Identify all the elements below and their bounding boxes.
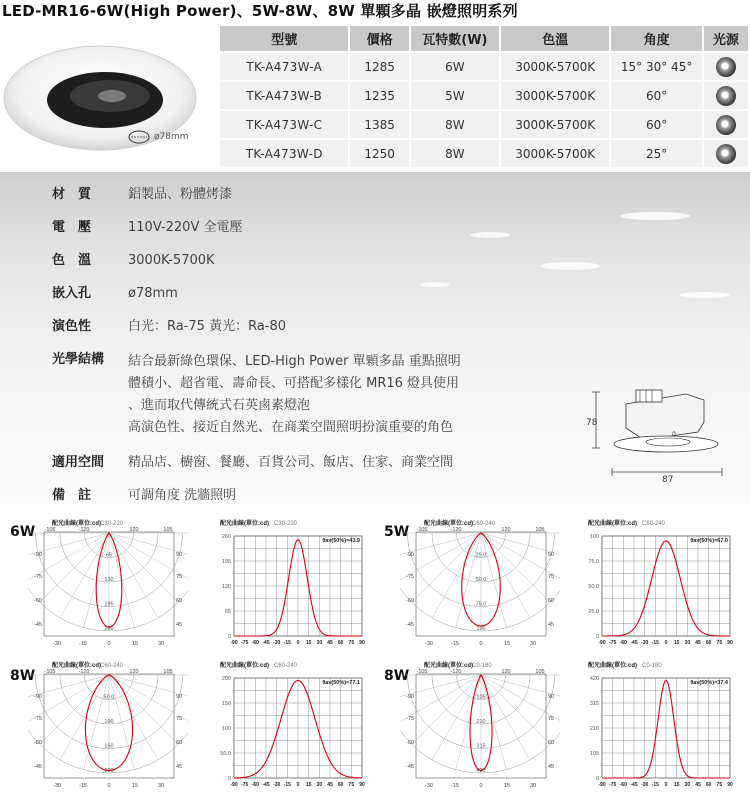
- dim-arrow-label: 0: [672, 431, 676, 438]
- spec-value: 110V-220V 全電壓: [128, 220, 243, 235]
- chart-caption: 配光曲線(單位:cd): [588, 663, 637, 669]
- spec-value: 白光：Ra-75 黃光：Ra-80: [128, 319, 287, 334]
- cell-cct: 3000K-5700K: [501, 111, 609, 138]
- table-row: [220, 111, 748, 138]
- polar-side-label: 90: [548, 694, 555, 700]
- candela-plot-svg: [580, 660, 740, 794]
- candela-chart: [580, 660, 740, 794]
- polar-ring-label: 150: [104, 743, 114, 750]
- spec-list: [52, 186, 552, 505]
- x-tick-label: -45: [262, 782, 270, 788]
- cell-watt: 8W: [411, 111, 499, 138]
- optics-line: 體積小、超省電、壽命長、可搭配多樣化 MR16 燈具使用: [128, 376, 460, 391]
- polar-plot-svg: [28, 660, 188, 794]
- polar-bottom-label: -30: [425, 641, 433, 647]
- polar-bottom-label: -30: [53, 783, 61, 789]
- led-bulb-icon: [716, 86, 736, 106]
- polar-ring-label: 420: [476, 768, 486, 774]
- header-source: 光源: [704, 26, 748, 51]
- x-tick-label: -75: [609, 782, 617, 788]
- polar-ring-label: 195: [104, 601, 114, 608]
- chart-caption: 配光曲線(單位:cd): [52, 663, 101, 669]
- x-tick-label: -15: [651, 640, 659, 646]
- spec-label: 光學結構: [52, 352, 105, 367]
- x-tick-label: 15: [305, 640, 312, 646]
- y-tick-label: 200: [221, 676, 231, 682]
- polar-side-label: 45: [176, 622, 183, 628]
- polar-side-label: -60: [34, 740, 42, 746]
- x-tick-label: 75: [716, 782, 723, 788]
- header-watt: 瓦特數(W): [411, 26, 499, 51]
- chart-code: C30-210: [100, 521, 124, 527]
- polar-top-label: 105: [535, 527, 545, 533]
- cell-source: [704, 140, 748, 167]
- x-tick-label: -15: [651, 782, 659, 788]
- x-tick-label: -75: [241, 640, 249, 646]
- dim-height: 78: [586, 418, 598, 428]
- x-tick-label: -15: [283, 640, 291, 646]
- spec-label: 電 壓: [52, 220, 92, 235]
- cell-cct: 3000K-5700K: [501, 82, 609, 109]
- cell-price: 1385: [350, 111, 408, 138]
- polar-ring-label: 210: [476, 719, 486, 725]
- y-tick-label: 100: [221, 726, 231, 732]
- chart-code: C30-210: [274, 521, 298, 527]
- polar-top-label: -120: [78, 527, 90, 533]
- polar-plot-svg: [400, 518, 560, 652]
- cell-angle: 60°: [611, 111, 701, 138]
- polar-side-label: -90: [34, 694, 42, 700]
- polar-bottom-label: 15: [503, 783, 511, 789]
- x-tick-label: -45: [630, 782, 638, 788]
- chart-code: C0-180: [472, 663, 492, 669]
- table-row: [220, 140, 748, 167]
- cell-model: TK-A473W-B: [220, 82, 348, 109]
- table-header-row: [220, 26, 748, 51]
- polar-bottom-label: 30: [157, 641, 165, 647]
- cell-model: TK-A473W-A: [220, 53, 348, 80]
- eav-label: θav(50%)=67.0: [690, 538, 728, 544]
- polar-side-label: 45: [548, 764, 555, 770]
- cell-model: TK-A473W-D: [220, 140, 348, 167]
- polar-ring-label: 100: [104, 719, 114, 725]
- x-tick-label: 90: [359, 782, 365, 788]
- polar-side-label: 90: [176, 552, 183, 558]
- x-tick-label: 60: [705, 782, 712, 788]
- polar-plot-svg: [400, 660, 560, 794]
- cell-watt: 5W: [411, 82, 499, 109]
- polar-side-label: 75: [548, 716, 555, 722]
- polar-chart: [400, 660, 560, 794]
- cell-angle: 25°: [611, 140, 701, 167]
- y-tick-label: 195: [221, 559, 231, 565]
- polar-bottom-label: 30: [157, 783, 165, 789]
- polar-bottom-label: -15: [451, 641, 459, 647]
- polar-top-label: 120: [129, 669, 139, 675]
- polar-top-label: 105: [535, 669, 545, 675]
- header-price: 價格: [350, 26, 408, 51]
- x-tick-label: 75: [348, 640, 355, 646]
- polar-ring-label: 75.0: [475, 601, 487, 608]
- optics-line: 結合最新綠色環保、LED-High Power 單顆多晶 重點照明: [128, 354, 461, 369]
- cell-price: 1235: [350, 82, 408, 109]
- polar-bottom-label: 15: [131, 641, 139, 647]
- optics-line: 高演色性、接近自然光、在商業空間照明扮演重要的角色: [128, 420, 454, 435]
- y-tick-label: 75.0: [588, 559, 599, 565]
- dim-width: 87: [662, 475, 674, 485]
- chart-caption: 配光曲線(單位:cd): [424, 521, 473, 527]
- chart-caption: 配光曲線(單位:cd): [220, 663, 269, 669]
- candela-chart: [212, 518, 372, 652]
- x-tick-label: 90: [727, 640, 733, 646]
- polar-side-label: 60: [548, 598, 555, 604]
- header-angle: 角度: [611, 26, 701, 51]
- x-tick-label: -30: [273, 640, 281, 646]
- x-tick-label: 30: [316, 782, 323, 788]
- polar-side-label: 60: [176, 740, 183, 746]
- x-tick-label: -90: [230, 640, 238, 646]
- polar-bottom-label: 30: [529, 641, 537, 647]
- y-tick-label: 50.0: [588, 584, 599, 590]
- chart-watt-label: 5W: [384, 524, 410, 540]
- spec-value: 鋁製品、粉體烤漆: [128, 187, 233, 202]
- polar-side-label: -45: [34, 764, 42, 770]
- x-tick-label: -60: [251, 782, 259, 788]
- y-tick-label: 260: [221, 534, 231, 540]
- x-tick-label: 30: [316, 640, 323, 646]
- polar-ring-label: 315: [476, 743, 486, 750]
- candela-plot-svg: [212, 660, 372, 794]
- table-row: [220, 82, 748, 109]
- polar-bottom-label: -30: [53, 641, 61, 647]
- y-tick-label: 25.0: [588, 609, 599, 615]
- x-tick-label: -30: [273, 782, 281, 788]
- polar-side-label: -75: [406, 716, 414, 722]
- candela-chart: [212, 660, 372, 794]
- polar-top-label: -105: [416, 669, 428, 675]
- polar-ring-label: 260: [104, 626, 114, 632]
- polar-bottom-label: -30: [425, 783, 433, 789]
- x-tick-label: 15: [305, 782, 312, 788]
- polar-bottom-label: -15: [79, 641, 87, 647]
- cell-price: 1250: [350, 140, 408, 167]
- polar-bottom-label: 0: [107, 641, 111, 647]
- polar-top-label: -105: [416, 527, 428, 533]
- polar-side-label: 75: [176, 716, 183, 722]
- spec-label: 適用空間: [52, 455, 105, 470]
- cell-cct: 3000K-5700K: [501, 140, 609, 167]
- polar-bottom-label: 0: [107, 783, 111, 789]
- polar-bottom-label: -15: [451, 783, 459, 789]
- spec-row-optics: [52, 351, 552, 439]
- polar-ring-label: 200: [104, 768, 114, 774]
- cell-watt: 8W: [411, 140, 499, 167]
- x-tick-label: -90: [598, 782, 606, 788]
- polar-top-label: -105: [44, 527, 56, 533]
- eav-label: θav(50%)=43.9: [322, 538, 360, 544]
- chart-caption: 配光曲線(單位:cd): [220, 521, 269, 527]
- cell-angle: 15° 30° 45°: [611, 53, 701, 80]
- polar-top-label: 120: [129, 527, 139, 533]
- y-tick-label: 0: [595, 634, 599, 640]
- polar-side-label: 45: [176, 764, 183, 770]
- spec-value: 3000K-5700K: [128, 253, 215, 268]
- spec-value: 可調角度 洗牆照明: [128, 488, 237, 503]
- x-tick-label: 45: [327, 782, 333, 788]
- candela-plot-svg: [212, 518, 372, 652]
- x-tick-label: 75: [348, 782, 355, 788]
- x-tick-label: -60: [251, 640, 259, 646]
- spec-row-usage: [52, 454, 552, 472]
- x-tick-label: 60: [337, 640, 344, 646]
- polar-ring-label: 100: [476, 626, 486, 632]
- polar-side-label: -75: [406, 574, 414, 580]
- x-tick-label: 75: [716, 640, 723, 646]
- polar-side-label: -60: [406, 598, 414, 604]
- x-tick-label: -45: [630, 640, 638, 646]
- led-bulb-icon: [716, 144, 736, 164]
- spec-row-note: [52, 487, 552, 505]
- spec-row-material: [52, 186, 552, 204]
- chart-caption: 配光曲線(單位:cd): [424, 663, 473, 669]
- optics-text: [128, 351, 552, 439]
- candela-plot-svg: [580, 518, 740, 652]
- spec-label: 材 質: [52, 187, 92, 202]
- spec-table: [218, 24, 750, 169]
- spec-label: 演色性: [52, 319, 92, 334]
- polar-side-label: -45: [406, 764, 414, 770]
- y-tick-label: 65: [224, 609, 231, 615]
- y-tick-label: 0: [595, 776, 599, 782]
- x-tick-label: -90: [598, 640, 606, 646]
- diameter-label-group: [128, 130, 189, 144]
- x-tick-label: -45: [262, 640, 270, 646]
- polar-ring-label: 130: [104, 577, 114, 583]
- polar-top-label: -120: [450, 527, 462, 533]
- x-tick-label: 45: [695, 782, 701, 788]
- cell-watt: 6W: [411, 53, 499, 80]
- spec-row-cct: [52, 252, 552, 270]
- polar-ring-label: 105: [476, 694, 486, 701]
- y-tick-label: 0: [227, 776, 231, 782]
- cutout-icon: [128, 130, 150, 144]
- polar-side-label: -75: [34, 574, 42, 580]
- polar-side-label: 90: [548, 552, 555, 558]
- polar-side-label: -45: [34, 622, 42, 628]
- spec-value: 精品店、櫥窗、餐廳、百貨公司、飯店、住家、商業空間: [128, 455, 454, 470]
- x-tick-label: -60: [619, 640, 627, 646]
- spec-label: 色 溫: [52, 253, 92, 268]
- cell-model: TK-A473W-C: [220, 111, 348, 138]
- y-tick-label: 315: [589, 701, 599, 707]
- chart-watt-label: 6W: [10, 524, 36, 540]
- x-tick-label: 45: [327, 640, 333, 646]
- polar-ring-label: 65: [105, 552, 113, 559]
- polar-side-label: -60: [34, 598, 42, 604]
- polar-top-label: 120: [501, 527, 511, 533]
- polar-top-label: 120: [501, 669, 511, 675]
- polar-top-label: -105: [44, 669, 56, 675]
- polar-top-label: 105: [163, 669, 173, 675]
- chart-code: C60-240: [100, 663, 124, 669]
- cell-source: [704, 111, 748, 138]
- y-tick-label: 150: [221, 701, 231, 707]
- dimension-drawing: [586, 380, 736, 490]
- cell-price: 1285: [350, 53, 408, 80]
- polar-chart: [400, 518, 560, 652]
- x-tick-label: 30: [684, 640, 691, 646]
- eav-label: θav(50%)=77.1: [322, 680, 360, 686]
- chart-caption: 配光曲線(單位:cd): [588, 521, 637, 527]
- header-cct: 色溫: [501, 26, 609, 51]
- polar-bottom-label: 0: [479, 641, 483, 647]
- x-tick-label: 15: [673, 782, 680, 788]
- x-tick-label: 60: [705, 640, 712, 646]
- cell-angle: 60°: [611, 82, 701, 109]
- x-tick-label: -15: [283, 782, 291, 788]
- header-model: 型號: [220, 26, 348, 51]
- polar-top-label: -120: [78, 669, 90, 675]
- polar-top-label: 105: [163, 527, 173, 533]
- polar-bottom-label: 15: [503, 641, 511, 647]
- y-tick-label: 420: [589, 676, 599, 682]
- polar-chart: [28, 660, 188, 794]
- eav-label: θav(50%)=37.4: [690, 680, 728, 686]
- polar-side-label: 60: [176, 598, 183, 604]
- spec-row-cutout: [52, 285, 552, 303]
- cell-source: [704, 53, 748, 80]
- polar-bottom-label: 15: [131, 783, 139, 789]
- x-tick-label: 0: [296, 640, 300, 646]
- polar-top-label: -120: [450, 669, 462, 675]
- candela-chart: [580, 518, 740, 652]
- x-tick-label: 0: [664, 640, 668, 646]
- x-tick-label: -30: [641, 640, 649, 646]
- polar-side-label: 90: [176, 694, 183, 700]
- polar-side-label: -90: [406, 552, 414, 558]
- chart-code: C60-240: [472, 521, 496, 527]
- chart-watt-label: 8W: [10, 668, 36, 684]
- polar-bottom-label: -15: [79, 783, 87, 789]
- polar-bottom-label: 30: [529, 783, 537, 789]
- polar-plot-svg: [28, 518, 188, 652]
- spec-label: 嵌入孔: [52, 286, 92, 301]
- chart-watt-label: 8W: [384, 668, 410, 684]
- chart-caption: 配光曲線(單位:cd): [52, 521, 101, 527]
- x-tick-label: 45: [695, 640, 701, 646]
- x-tick-label: 30: [684, 782, 691, 788]
- polar-side-label: -75: [34, 716, 42, 722]
- x-tick-label: -60: [619, 782, 627, 788]
- y-tick-label: 105: [589, 751, 599, 757]
- chart-code: C60-240: [274, 663, 298, 669]
- chart-code: C60-240: [642, 521, 666, 527]
- spec-label: 備 註: [52, 488, 92, 503]
- polar-side-label: -90: [34, 552, 42, 558]
- x-tick-label: -75: [241, 782, 249, 788]
- diameter-label: ø78mm: [154, 132, 189, 142]
- x-tick-label: 0: [296, 782, 300, 788]
- polar-side-label: -60: [406, 740, 414, 746]
- optics-line: 、進而取代傳統式石英鹵素燈泡: [128, 398, 311, 413]
- y-tick-label: 50.0: [220, 751, 231, 757]
- spec-row-voltage: [52, 219, 552, 237]
- y-tick-label: 0: [227, 634, 231, 640]
- spec-row-cri: [52, 318, 552, 336]
- polar-side-label: 75: [548, 574, 555, 580]
- chart-code: C0-180: [642, 663, 662, 669]
- x-tick-label: 0: [664, 782, 668, 788]
- x-tick-label: -90: [230, 782, 238, 788]
- x-tick-label: 90: [359, 640, 365, 646]
- x-tick-label: 15: [673, 640, 680, 646]
- polar-side-label: -45: [406, 622, 414, 628]
- y-tick-label: 130: [221, 584, 231, 590]
- spec-value: ø78mm: [128, 286, 178, 301]
- polar-side-label: -90: [406, 694, 414, 700]
- led-bulb-icon: [716, 115, 736, 135]
- y-tick-label: 210: [589, 726, 599, 732]
- x-tick-label: -30: [641, 782, 649, 788]
- polar-bottom-label: 0: [479, 783, 483, 789]
- polar-ring-label: 50.0: [475, 577, 487, 583]
- y-tick-label: 100: [589, 534, 599, 540]
- polar-ring-label: 25.0: [475, 552, 487, 559]
- polar-side-label: 75: [176, 574, 183, 580]
- page-title: LED-MR16-6W(High Power)、5W-8W、8W 單顆多晶 嵌燈照明系列: [2, 2, 518, 20]
- table-row: [220, 53, 748, 80]
- cell-source: [704, 82, 748, 109]
- polar-chart: [28, 518, 188, 652]
- polar-side-label: 45: [548, 622, 555, 628]
- polar-ring-label: 50.0: [103, 694, 115, 701]
- x-tick-label: 60: [337, 782, 344, 788]
- x-tick-label: 90: [727, 782, 733, 788]
- x-tick-label: -75: [609, 640, 617, 646]
- cell-cct: 3000K-5700K: [501, 53, 609, 80]
- led-bulb-icon: [716, 57, 736, 77]
- polar-side-label: 60: [548, 740, 555, 746]
